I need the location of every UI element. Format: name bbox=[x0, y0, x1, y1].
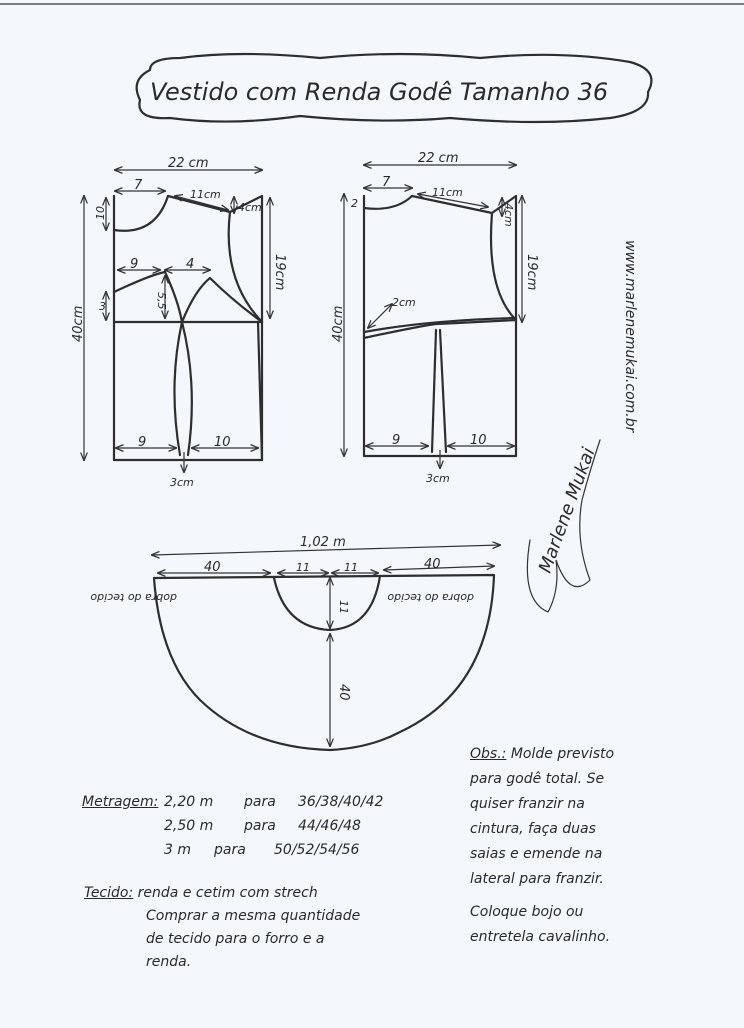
front-neck-width-label: 7 bbox=[134, 178, 143, 193]
page-title: Vestido com Renda Godê Tamanho 36 bbox=[150, 78, 609, 106]
skirt-length-label: 40 bbox=[336, 684, 351, 701]
front-bottom-right-label: 10 bbox=[214, 435, 231, 450]
obs-line-5: lateral para franzir. bbox=[470, 871, 604, 887]
signature-text: Marlene Mukai bbox=[534, 444, 600, 576]
fabric-amount-row-2-word: para bbox=[214, 842, 246, 858]
obs-line-1: para godê total. Se bbox=[470, 771, 605, 787]
back-width-label: 22 cm bbox=[418, 151, 459, 166]
website-text: www.marlenemukai.com.br bbox=[622, 240, 638, 433]
back-neckline bbox=[364, 196, 412, 209]
back-neck-width-label: 7 bbox=[382, 175, 391, 190]
signature bbox=[527, 440, 600, 612]
front-neck-depth-label: 10 bbox=[94, 206, 107, 220]
front-bust-dart-right bbox=[182, 278, 262, 322]
skirt-waist-radius-label: 11 bbox=[337, 600, 350, 614]
obs-note bbox=[470, 742, 614, 950]
skirt-left-width-label: 40 bbox=[204, 560, 221, 575]
obs-label: Obs.: bbox=[470, 746, 507, 762]
back-length-label: 40cm bbox=[331, 305, 346, 342]
front-length-label: 40cm bbox=[71, 305, 86, 342]
front-neckline bbox=[114, 196, 168, 231]
fabric-amount-row-1-word: para bbox=[244, 818, 276, 834]
front-shoulder-label: 11cm bbox=[190, 188, 221, 201]
fabric-label: Tecido: bbox=[84, 885, 134, 901]
front-outline bbox=[114, 196, 262, 460]
skirt-fold-left: dobra do tecido bbox=[90, 591, 177, 604]
back-bodice bbox=[331, 151, 539, 485]
front-shoulder-drop-label: 4cm bbox=[238, 201, 262, 214]
front-dart-height-label: 5,5 bbox=[155, 292, 168, 310]
fabric-line-0: renda e cetim com strech bbox=[137, 885, 318, 901]
skirt-fold-right: dobra do tecido bbox=[387, 591, 474, 604]
fabric-amount-row-2-sizes: 50/52/54/56 bbox=[274, 842, 360, 858]
front-dart-width-label: 4 bbox=[186, 257, 195, 272]
skirt-right-width-label: 40 bbox=[424, 557, 441, 572]
back-shoulder-label: 11cm bbox=[432, 186, 463, 199]
fabric-note bbox=[84, 882, 360, 974]
front-width-label: 22 cm bbox=[168, 156, 209, 171]
front-armhole bbox=[229, 212, 262, 322]
fabric-amount-label: Metragem: bbox=[82, 794, 159, 810]
front-skirt-dart-right bbox=[182, 322, 192, 455]
title-cloud bbox=[137, 54, 652, 122]
back-bottom-left-label: 9 bbox=[392, 433, 401, 448]
front-armhole-label: 19cm bbox=[272, 254, 287, 291]
skirt-pattern bbox=[90, 535, 500, 750]
skirt-waist-curve bbox=[274, 576, 380, 630]
fabric-line-3: renda. bbox=[146, 954, 192, 970]
front-bottom-left-label: 9 bbox=[138, 435, 147, 450]
back-dart-right bbox=[440, 330, 446, 452]
obs-extra-0: Coloque bojo ou bbox=[470, 904, 584, 920]
obs-line-2: quiser franzir na bbox=[470, 796, 585, 812]
back-waist-drop-arrow bbox=[368, 304, 392, 328]
front-dart-pos-label: 9 bbox=[130, 257, 139, 272]
skirt-left-radius-label: 11 bbox=[296, 561, 310, 574]
back-outline bbox=[364, 196, 516, 456]
fabric-amount-row-0-amount: 2,20 m bbox=[164, 794, 214, 810]
fabric-amount-row-1-amount: 2,50 m bbox=[164, 818, 214, 834]
obs-line-3: cintura, faça duas bbox=[470, 821, 596, 837]
obs-extra-1: entretela cavalinho. bbox=[470, 929, 611, 945]
back-neck-depth-label: 2 bbox=[351, 197, 358, 210]
fabric-line-1: Comprar a mesma quantidade bbox=[146, 908, 361, 924]
back-armhole-label: 19cm bbox=[524, 254, 539, 291]
front-bottom-dart-label: 3cm bbox=[170, 476, 194, 489]
obs-line-4: saias e emende na bbox=[470, 846, 603, 862]
front-bodice bbox=[71, 156, 287, 489]
skirt-right-radius-label: 11 bbox=[344, 561, 358, 574]
back-armhole bbox=[491, 213, 516, 320]
fabric-amount-row-2-amount: 3 m bbox=[164, 842, 191, 858]
skirt-total-width-label: 1,02 m bbox=[300, 535, 346, 550]
fabric-line-2: de tecido para o forro e a bbox=[146, 931, 325, 947]
back-waist-drop-label: 2cm bbox=[392, 296, 416, 309]
obs-line-0: Molde previsto bbox=[510, 746, 615, 762]
back-dart-left bbox=[432, 330, 436, 452]
back-bottom-dart-label: 3cm bbox=[426, 472, 450, 485]
fabric-amount-row-0-sizes: 36/38/40/42 bbox=[298, 794, 384, 810]
back-bottom-right-label: 10 bbox=[470, 433, 487, 448]
fabric-amount-row-0-word: para bbox=[244, 794, 276, 810]
front-bust-dart-left bbox=[114, 272, 182, 322]
fabric-amount-row-1-sizes: 44/46/48 bbox=[298, 818, 361, 834]
front-skirt-dart-left bbox=[174, 322, 182, 455]
back-shoulder-drop-label: 4cm bbox=[502, 203, 515, 227]
front-side-point-label: 3 bbox=[99, 300, 106, 313]
